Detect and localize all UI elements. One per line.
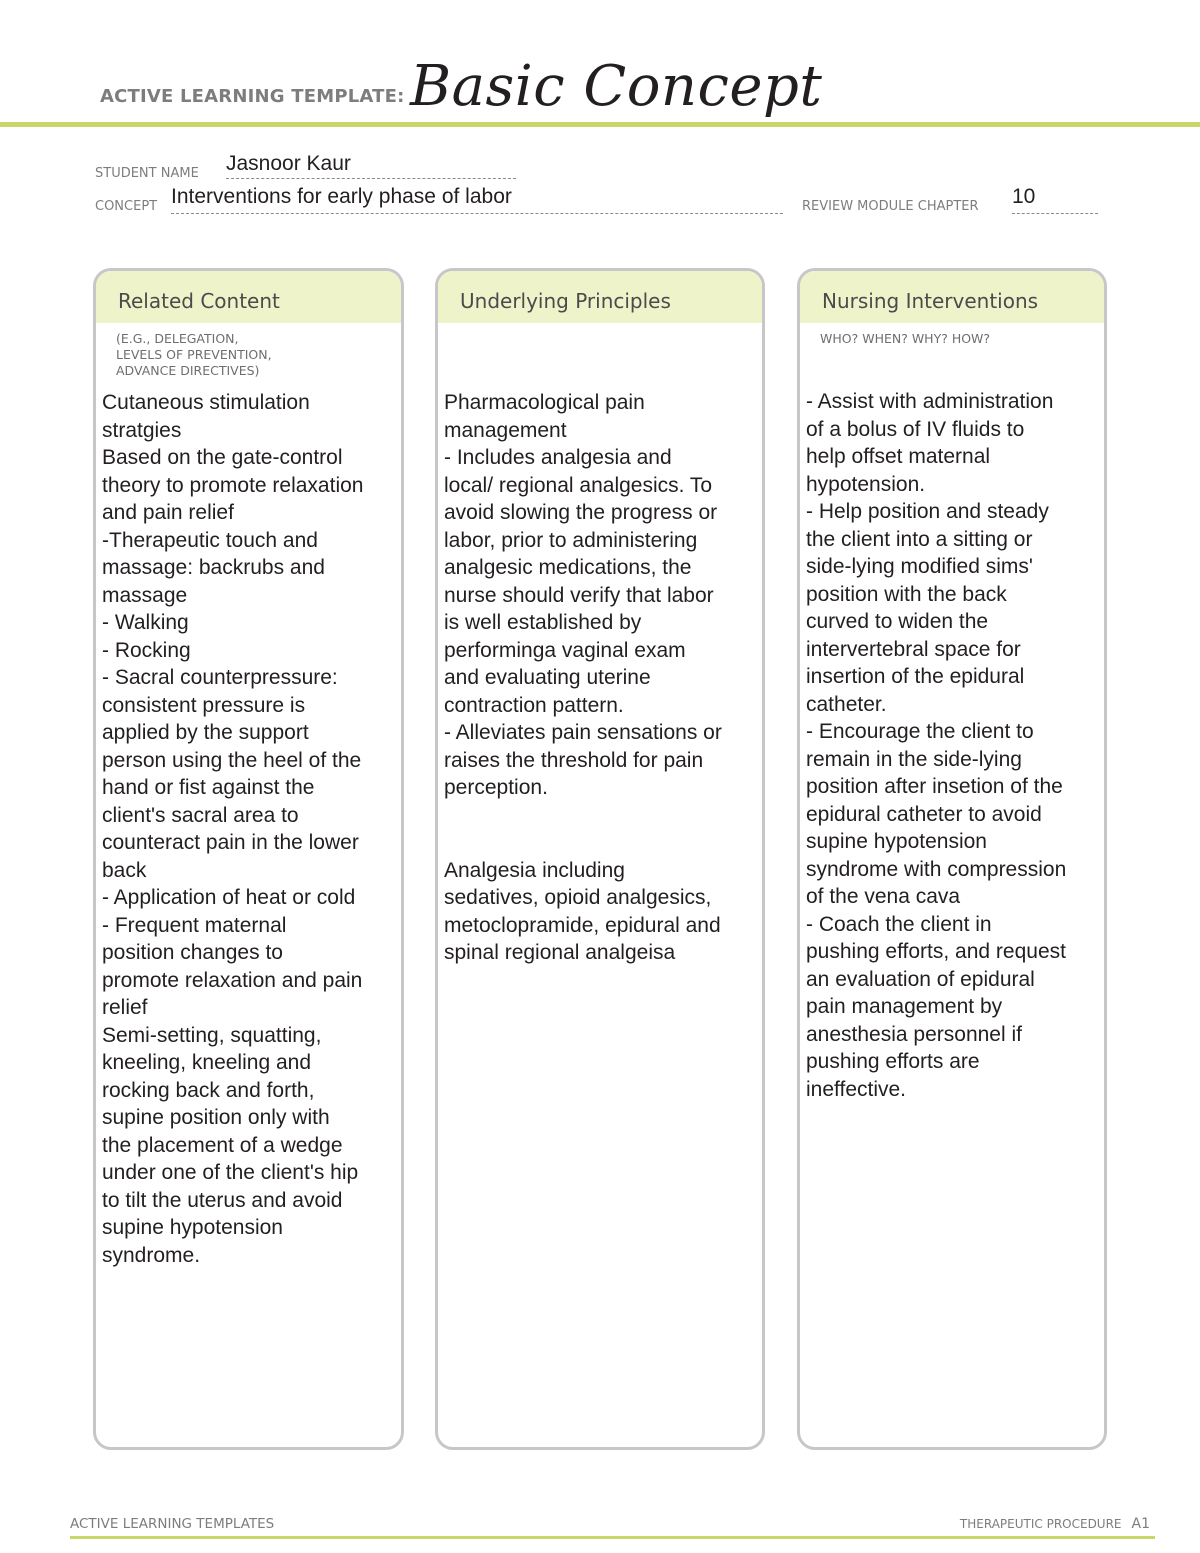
text-line: contraction pattern. [444,693,624,717]
text-line: consistent pressure is [102,693,306,717]
text-line: client's sacral area to [102,803,299,827]
text-line: - Frequent maternal [102,913,287,937]
text-line: help offset maternal [806,445,991,468]
review-chapter-underline [1012,213,1098,214]
text-line: - Assist with administration [806,390,1054,413]
text-line: raises the threshold for pain [444,748,704,772]
subheading-line: (E.G., DELEGATION, [116,331,239,346]
text-line: epidural catheter to avoid [806,802,1042,826]
text-line: -Therapeutic touch and [102,528,318,552]
text-line: is well established by [444,611,642,634]
text-line: side-lying modified sims' [806,555,1033,578]
page-number: A1 [1131,1516,1150,1532]
text-line: and pain relief [102,501,234,524]
text-line: management [444,418,567,442]
text-line: spinal regional analgeisa [444,941,676,964]
text-line: pushing efforts are [806,1050,980,1073]
text-line: - Help position and steady [806,500,1049,523]
text-line: the placement of a wedge [102,1133,343,1157]
footer-divider [70,1536,1155,1539]
text-line: of a bolus of IV fluids to [806,417,1025,441]
related-content-text[interactable] [102,389,395,1269]
text-line: - Alleviates pain sensations or [444,721,722,744]
concept-underline [171,213,783,214]
page-title: Basic Concept [410,54,823,119]
text-line [444,829,756,857]
text-line: performinga vaginal exam [444,638,686,662]
related-content-subheading [116,331,401,379]
text-line: to tilt the uterus and avoid [102,1188,343,1212]
subheading-line: WHO? WHEN? WHY? HOW? [820,331,991,346]
text-line: counteract pain in the lower [102,831,359,854]
text-line: supine hypotension [102,1216,283,1239]
text-line: kneeling, kneeling and [102,1051,311,1074]
text-line: hand or fist against the [102,776,315,799]
text-line: syndrome with compression [806,857,1067,881]
text-line: - Rocking [102,638,191,662]
footer-section-label: THERAPEUTIC PROCEDURE [959,1517,1122,1531]
underlying-principles-heading: Underlying Principles [438,271,762,323]
related-content-heading: Related Content [96,271,401,323]
text-line: Pharmacological pain [444,391,645,414]
text-line: an evaluation of epidural [806,967,1035,991]
text-line: massage: backrubs and [102,556,325,579]
text-line: under one of the client's hip [102,1161,359,1184]
text-line: pushing efforts, and request [806,940,1066,963]
text-line: theory to promote relaxation [102,473,364,497]
subheading-line: ADVANCE DIRECTIVES) [116,363,260,378]
text-line: supine hypotension [806,830,987,853]
text-line: - Encourage the client to [806,720,1034,743]
text-line: - Walking [102,611,189,634]
text-line: insertion of the epidural [806,665,1025,688]
text-line: position after insetion of the [806,775,1063,798]
text-line: back [102,858,147,882]
text-line: pain management by [806,995,1003,1018]
text-line: syndrome. [102,1243,201,1267]
text-line: intervertebral space for [806,637,1021,661]
footer-left-label: ACTIVE LEARNING TEMPLATES [70,1516,275,1532]
nursing-interventions-panel [797,268,1107,1450]
text-line: curved to widen the [806,610,989,633]
review-chapter-value[interactable]: 10 [1012,185,1036,208]
text-line: the client into a sitting or [806,527,1033,551]
text-line: relief [102,996,148,1019]
text-line: perception. [444,776,548,799]
text-line: - Includes analgesia and [444,446,672,469]
student-name-label: STUDENT NAME [95,166,199,181]
text-line: anesthesia personnel if [806,1022,1022,1046]
text-line: applied by the support [102,721,309,744]
nursing-interventions-heading: Nursing Interventions [800,271,1104,323]
text-line: labor, prior to administering [444,528,698,552]
text-line: Based on the gate-control [102,446,343,469]
text-line: and evaluating uterine [444,666,651,689]
underlying-principles-text[interactable] [444,389,756,967]
text-line: hypotension. [806,472,926,496]
underlying-principles-panel [435,268,765,1450]
text-line: position changes to [102,941,283,964]
text-line: stratgies [102,418,182,442]
text-line: sedatives, opioid analgesics, [444,886,712,909]
text-line: of the vena cava [806,885,961,908]
concept-value[interactable]: Interventions for early phase of labor [171,185,512,208]
nursing-interventions-text[interactable] [806,388,1098,1103]
text-line: - Application of heat or cold [102,886,356,909]
text-line: ineffective. [806,1077,907,1101]
text-line: analgesic medications, the [444,556,692,579]
text-line: catheter. [806,692,887,716]
text-line: avoid slowing the progress or [444,501,718,524]
text-line [444,802,756,830]
text-line: Cutaneous stimulation [102,391,310,414]
student-name-underline [226,178,516,179]
text-line: - Coach the client in [806,912,992,936]
text-line: metoclopramide, epidural and [444,913,721,937]
text-line: local/ regional analgesics. To [444,473,713,497]
concept-label: CONCEPT [95,199,158,214]
text-line: - Sacral counterpressure: [102,666,338,689]
text-line: remain in the side-lying [806,747,1022,771]
text-line: rocking back and forth, [102,1078,315,1102]
related-content-panel [93,268,404,1450]
review-chapter-label: REVIEW MODULE CHAPTER [802,199,979,214]
footer-right [960,1516,1150,1532]
text-line: massage [102,583,188,607]
template-label: ACTIVE LEARNING TEMPLATE: [100,86,405,107]
text-line: person using the heel of the [102,748,362,772]
text-line: Analgesia including [444,858,625,882]
header-divider [0,122,1200,127]
student-name-value[interactable]: Jasnoor Kaur [226,152,351,175]
subheading-line: LEVELS OF PREVENTION, [116,347,272,362]
nursing-interventions-subheading [820,331,1104,347]
text-line: nurse should verify that labor [444,583,714,607]
text-line: position with the back [806,582,1007,606]
text-line: supine position only with [102,1106,330,1129]
text-line: Semi-setting, squatting, [102,1023,322,1047]
text-line: promote relaxation and pain [102,968,363,992]
